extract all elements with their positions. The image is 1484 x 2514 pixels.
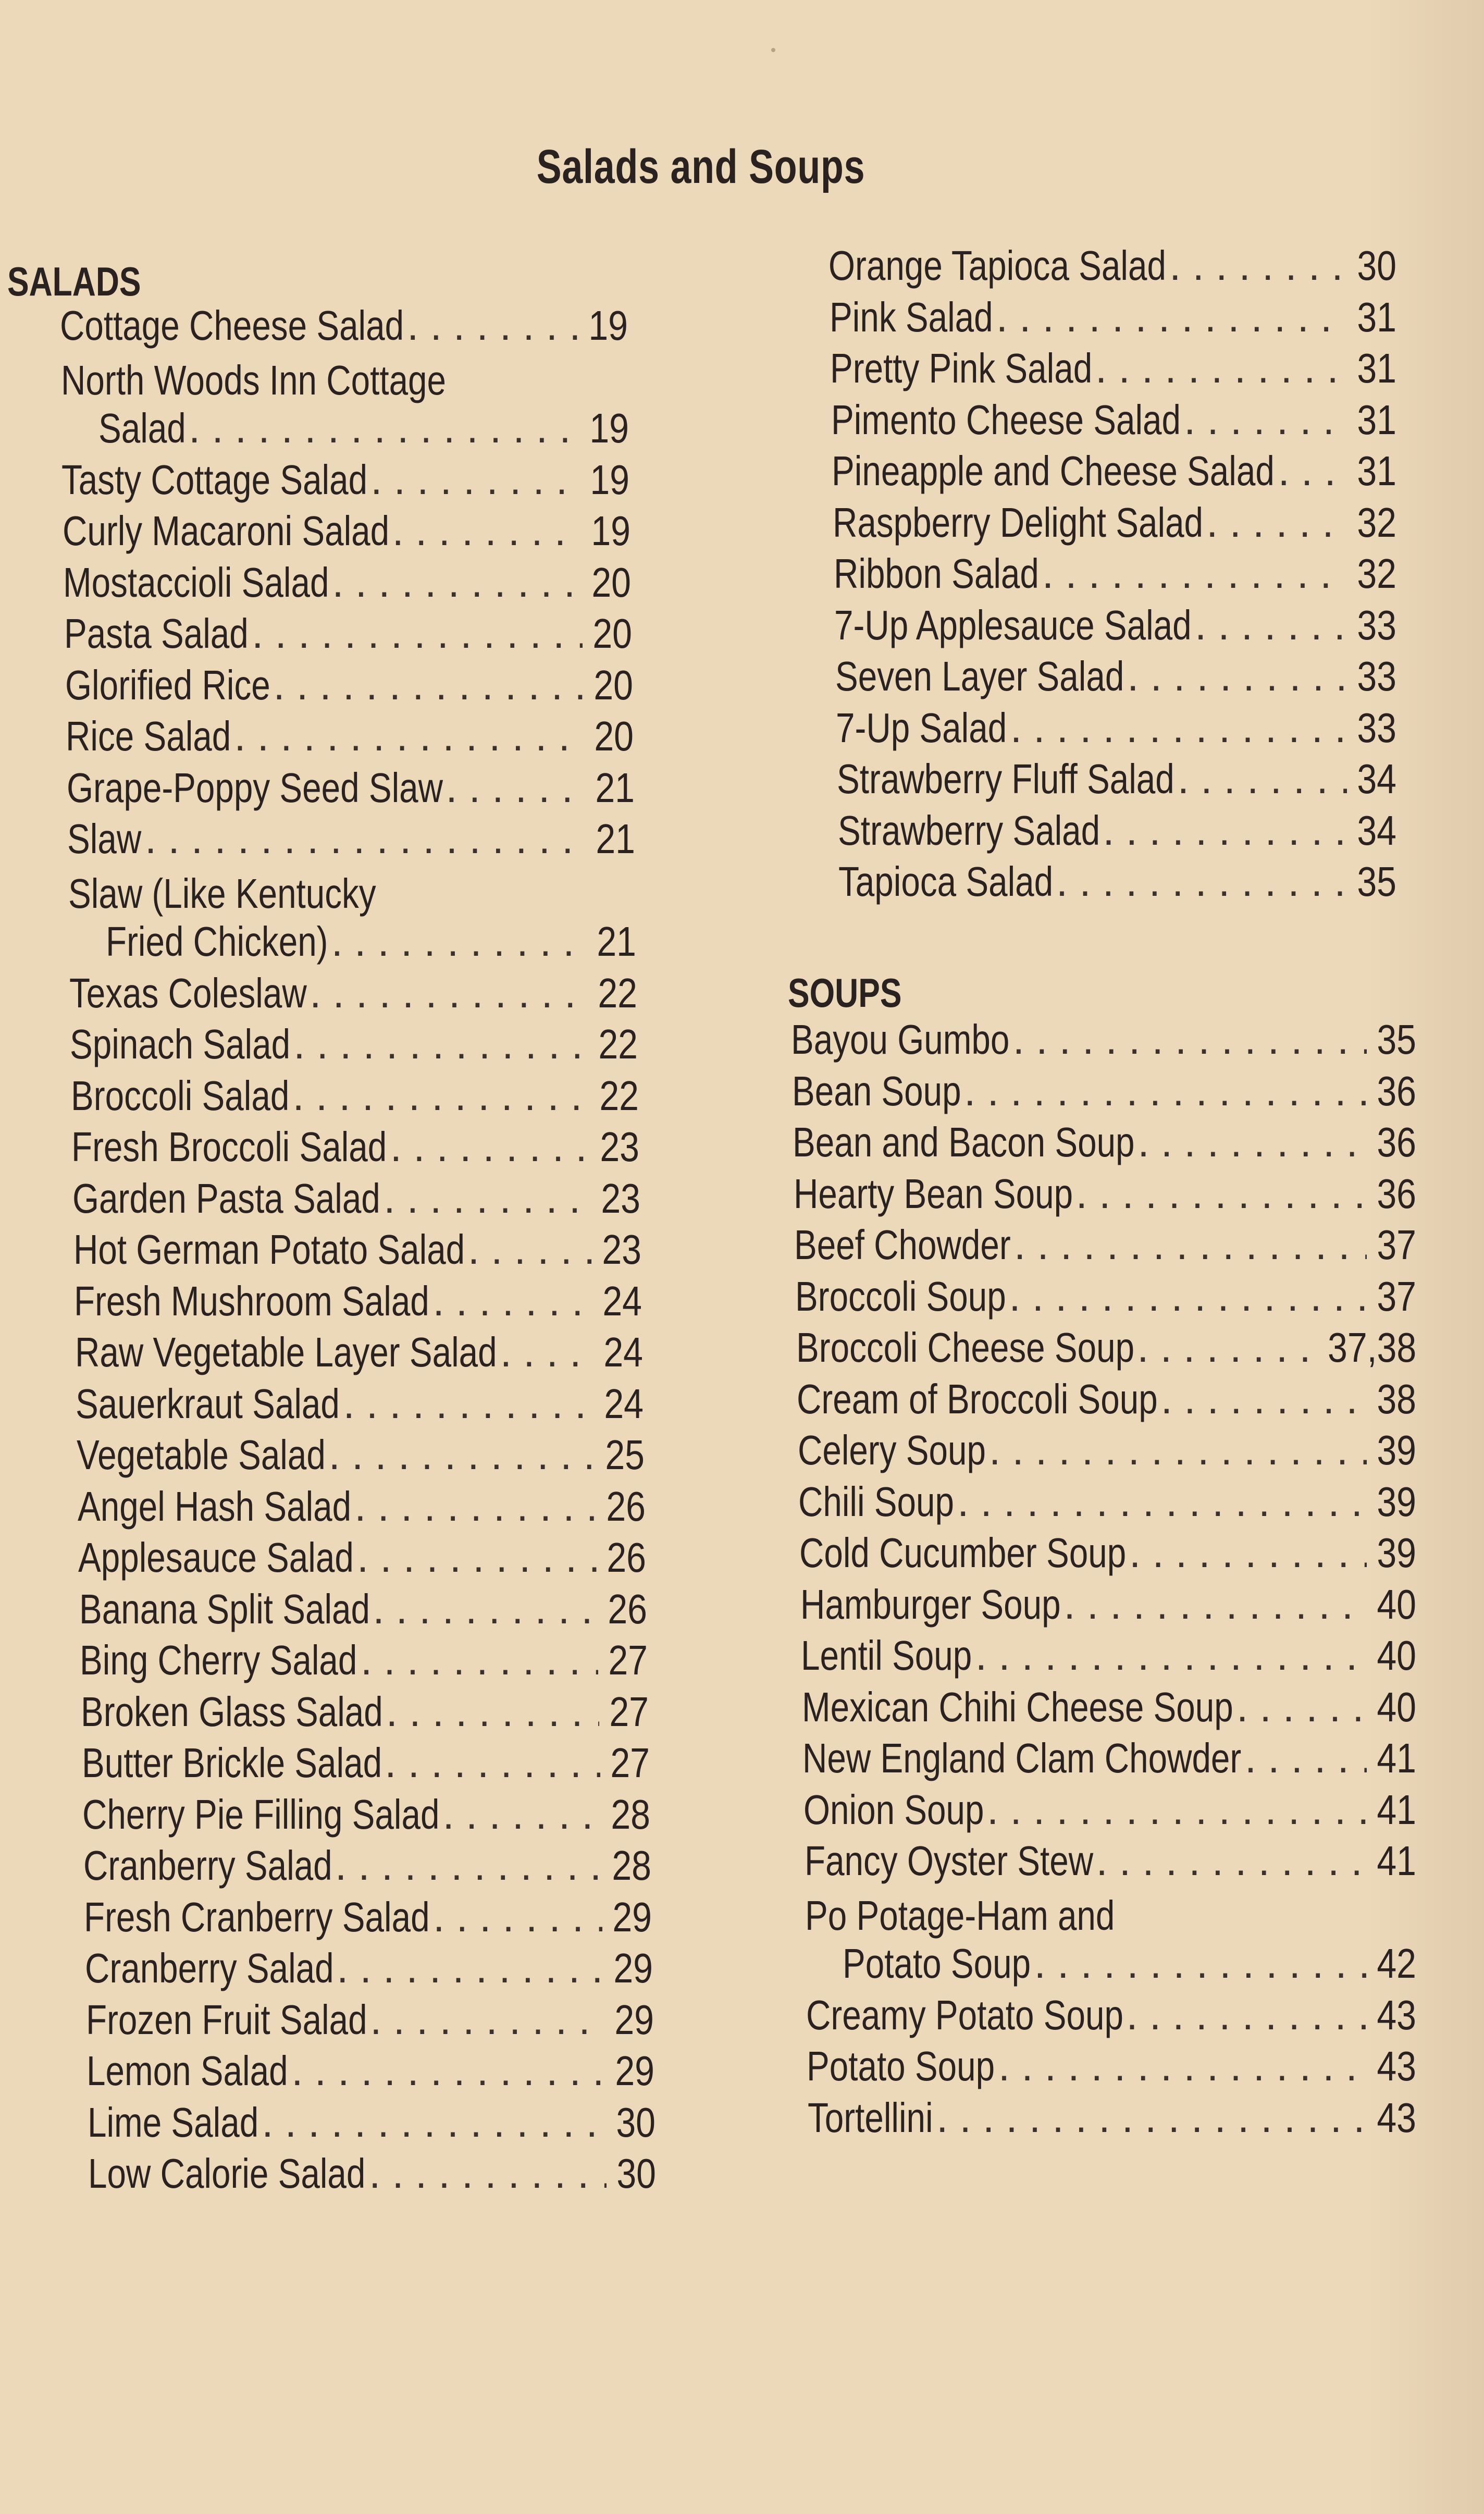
soup-entry <box>797 1375 1416 1422</box>
salad-entry <box>66 764 635 811</box>
salad-entry-leader-dots <box>1206 502 1347 544</box>
soup-entry <box>806 1991 1416 2038</box>
salad-entry-leader-dots <box>361 1640 598 1681</box>
soup-entry <box>792 1067 1416 1114</box>
salad-entry <box>75 1329 643 1375</box>
soup-entry-leader-dots <box>1096 1840 1367 1882</box>
salad-entry <box>71 1126 639 1168</box>
salad-entry <box>82 1742 650 1784</box>
salad-entry <box>61 456 630 503</box>
salad-entry-name: Garden Pasta Salad <box>72 1175 380 1222</box>
salad-entry-leader-dots <box>145 818 586 860</box>
salad-entry-page-number: 21 <box>596 816 636 862</box>
soup-entry-name: Bayou Gumbo <box>791 1016 1010 1063</box>
salad-entry-name: Broccoli Salad <box>70 1072 290 1119</box>
salad-entry-name: Raw Vegetable Layer Salad <box>75 1329 497 1375</box>
soup-entry-page-number: 41 <box>1377 1786 1416 1833</box>
soup-entry <box>799 1532 1416 1574</box>
soup-entry-leader-dots <box>936 2097 1367 2139</box>
salad-entry <box>84 1893 652 1940</box>
salad-entry-page-number: 27 <box>608 1637 648 1683</box>
soup-entry-leader-dots <box>987 1789 1367 1831</box>
salad-entry <box>77 1483 646 1530</box>
soup-entry-name: Celery Soup <box>797 1427 986 1473</box>
soup-entry-page-number: 42 <box>1377 1940 1416 1987</box>
soup-entry <box>803 1786 1416 1833</box>
soup-entry <box>791 1016 1416 1063</box>
salad-entry-page-number: 30 <box>616 2150 657 2197</box>
salads-heading: SALADS <box>7 258 141 304</box>
salad-entry-name: Fresh Cranberry Salad <box>84 1893 430 1940</box>
salad-entry-page-number: 19 <box>590 456 630 503</box>
salad-entry-name: Texas Coleslaw <box>69 969 307 1016</box>
salad-entry-name: Applesauce Salad <box>78 1534 354 1581</box>
soup-entry-page-number: 36 <box>1377 1170 1416 1217</box>
salad-entry-leader-dots <box>446 767 585 809</box>
salad-entry-page-number: 29 <box>614 1996 654 2043</box>
soup-entry-page-number: 39 <box>1377 1478 1416 1525</box>
soup-entry-name: Fancy Oyster Stew <box>804 1838 1093 1884</box>
soup-entry-name: Onion Soup <box>803 1786 984 1833</box>
soup-entry <box>801 1632 1416 1679</box>
salad-entry-page-number: 19 <box>589 405 629 451</box>
salad-entry-name: Cranberry Salad <box>83 1842 332 1889</box>
salad-entry <box>835 653 1396 699</box>
salad-entry-page-number: 20 <box>593 661 633 708</box>
salad-entry-name: Low Calorie Salad <box>88 2150 366 2197</box>
paper-speck <box>771 48 775 52</box>
salad-entry <box>63 510 630 552</box>
salad-entry-page-number: 31 <box>1357 396 1396 443</box>
soup-entry-page-number: 35 <box>1377 1016 1416 1063</box>
soup-entry-name: Hearty Bean Soup <box>793 1170 1073 1217</box>
salad-entry-page-number: 26 <box>608 1585 647 1632</box>
salad-entry-leader-dots <box>1178 758 1347 800</box>
soup-entry-leader-dots <box>964 1070 1367 1112</box>
salad-entry-page-number: 20 <box>591 559 632 606</box>
salad-entry-leader-dots <box>468 1229 592 1271</box>
salad-entry <box>65 661 633 708</box>
salad-entry <box>88 2150 657 2197</box>
soup-entry-page-number: 39 <box>1377 1530 1416 1576</box>
salad-entry-name: Pasta Salad <box>64 610 249 657</box>
salad-entry-page-number: 20 <box>594 713 634 759</box>
salad-entry-leader-dots <box>1010 707 1347 749</box>
salad-entry-page-number: 24 <box>603 1329 643 1375</box>
soup-entry <box>802 1737 1416 1779</box>
salad-entry-name: Salad <box>98 405 186 451</box>
soup-entry-page-number: 40 <box>1377 1581 1416 1628</box>
salad-entry-page-number: 28 <box>611 1791 651 1838</box>
salad-entry-page-number: 32 <box>1357 499 1396 546</box>
salad-entry <box>74 1277 642 1324</box>
soup-entry-leader-dots <box>989 1429 1367 1471</box>
salad-entry <box>834 601 1396 648</box>
soup-entry-name: Potato Soup <box>807 2043 995 2089</box>
salad-entry <box>67 818 635 860</box>
salad-entry-name: Grape-Poppy Seed Slaw <box>66 764 443 811</box>
salad-entry-leader-dots <box>443 1794 601 1835</box>
salad-entry <box>78 1534 647 1581</box>
soup-entry-name: Beef Chowder <box>794 1222 1011 1268</box>
soup-entry <box>793 1119 1416 1165</box>
soup-entry-name: Bean and Bacon Soup <box>793 1119 1135 1165</box>
page-title: Salads and Soups <box>536 140 865 193</box>
salad-entry-leader-dots <box>329 1434 595 1476</box>
soup-entry <box>798 1478 1416 1525</box>
soup-entry-leader-dots <box>1137 1327 1309 1369</box>
soup-entry-name-line1: Po Potage-Ham and <box>805 1892 1115 1939</box>
soup-entry-leader-dots <box>1013 1019 1367 1061</box>
salad-entry <box>70 1021 638 1067</box>
soup-entry-name: Mexican Chihi Cheese Soup <box>801 1683 1233 1730</box>
soup-entry-page-number: 39 <box>1377 1427 1416 1473</box>
salad-entry-leader-dots <box>1103 810 1347 852</box>
salad-entry-leader-dots <box>1278 450 1347 492</box>
salad-entry-page-number: 23 <box>601 1175 640 1222</box>
soups-heading: SOUPS <box>788 970 902 1016</box>
soup-entry-name: Bean Soup <box>792 1067 961 1114</box>
salad-entry <box>106 918 636 965</box>
salad-entry-leader-dots <box>331 921 587 963</box>
salad-entry-page-number: 22 <box>597 969 637 1016</box>
salad-entry-name: Strawberry Salad <box>837 807 1100 854</box>
salad-entry-name: Lemon Salad <box>86 2048 288 2094</box>
soup-entry-page-number: 37 <box>1377 1222 1416 1268</box>
salad-entry-leader-dots <box>357 1537 597 1579</box>
soup-entry-leader-dots <box>1137 1122 1367 1163</box>
salad-entry-page-number: 26 <box>605 1483 646 1530</box>
soup-entry <box>795 1273 1416 1320</box>
salad-entry-leader-dots <box>234 716 584 757</box>
salad-entry-page-number: 34 <box>1357 756 1396 802</box>
salad-entry-name: Sauerkraut Salad <box>76 1380 340 1427</box>
salad-entry-name: Angel Hash Salad <box>77 1483 351 1530</box>
soup-entry-leader-dots <box>1126 1994 1367 2036</box>
salad-entry-leader-dots <box>390 1126 590 1168</box>
salad-entry-name: Pineapple and Cheese Salad <box>832 448 1275 494</box>
soup-entry-leader-dots <box>957 1481 1367 1523</box>
soup-entry-leader-dots <box>1245 1737 1367 1779</box>
salad-entry-page-number: 29 <box>613 1945 653 1991</box>
salad-entry-name: Cottage Cheese Salad <box>60 302 404 349</box>
salad-entry-name: Frozen Fruit Salad <box>85 1996 367 2043</box>
salad-entry <box>72 1175 640 1222</box>
soup-entry-page-number: 40 <box>1377 1632 1416 1679</box>
salad-entry-name: Rice Salad <box>66 713 231 759</box>
salad-entry-name: Ribbon Salad <box>833 550 1039 597</box>
salad-entry-leader-dots <box>373 1588 597 1630</box>
salad-entry-page-number: 19 <box>588 302 628 349</box>
salad-entry-leader-dots <box>500 1332 593 1373</box>
salad-entry-leader-dots <box>1042 553 1347 595</box>
salad-entry-leader-dots <box>354 1486 596 1527</box>
salad-entry-page-number: 29 <box>615 2048 655 2094</box>
salad-entry-name: Pimento Cheese Salad <box>831 396 1181 443</box>
salad-entry <box>85 1996 654 2043</box>
soup-entry-name: Chili Soup <box>798 1478 955 1525</box>
salad-entry-page-number: 34 <box>1357 807 1396 854</box>
salad-entry <box>82 1791 651 1838</box>
soup-entry-leader-dots <box>975 1635 1367 1677</box>
salad-entry-page-number: 27 <box>609 1688 649 1735</box>
soup-entry-page-number: 36 <box>1377 1067 1416 1114</box>
salad-entry-page-number: 29 <box>612 1893 652 1940</box>
salad-entry-leader-dots <box>1184 399 1347 441</box>
salad-entry-name: Tapioca Salad <box>838 858 1054 905</box>
salad-entry-name: Broken Glass Salad <box>81 1688 383 1735</box>
salad-entry <box>73 1226 641 1273</box>
soup-entry-page-number: 43 <box>1377 2043 1416 2089</box>
salad-entry <box>86 2050 654 2092</box>
salad-entry <box>832 450 1396 492</box>
salad-entry <box>837 758 1396 800</box>
salad-entry-leader-dots <box>386 1691 599 1733</box>
soup-entry-name: Broccoli Soup <box>795 1273 1006 1320</box>
salad-entry-page-number: 33 <box>1357 601 1396 648</box>
salad-entry-page-number: 25 <box>605 1432 645 1478</box>
salad-entry <box>70 1072 639 1119</box>
salad-entry-leader-dots <box>392 510 581 552</box>
salad-entry-name: Curly Macaroni Salad <box>62 508 389 554</box>
soup-entry <box>798 1429 1416 1471</box>
salad-entry-name: Raspberry Delight Salad <box>833 499 1204 546</box>
soup-entry-name: Tortellini <box>808 2094 933 2141</box>
soup-entry <box>800 1581 1416 1628</box>
salad-entry-page-number: 23 <box>601 1226 641 1273</box>
salad-entry-name: Butter Brickle Salad <box>81 1740 382 1786</box>
salad-entry <box>81 1688 649 1735</box>
salad-entry-leader-dots <box>273 664 583 706</box>
soup-entry-page-number: 36 <box>1377 1119 1416 1165</box>
soup-entry-leader-dots <box>1009 1276 1367 1317</box>
salad-entry-leader-dots <box>370 459 580 501</box>
salad-entry-leader-dots <box>252 613 583 655</box>
salad-entry <box>836 704 1396 751</box>
soup-entry-page-number: 37 <box>1377 1273 1416 1320</box>
soup-entry-page-number: 37,38 <box>1327 1324 1416 1371</box>
salad-entry-name: Glorified Rice <box>65 661 270 708</box>
salad-entry-leader-dots <box>343 1383 594 1425</box>
salad-entry <box>83 1842 651 1889</box>
soup-entry-name: Potato Soup <box>843 1940 1031 1987</box>
salad-entry-page-number: 21 <box>595 764 635 811</box>
salad-entry-leader-dots <box>293 1024 588 1065</box>
salad-entry-leader-dots <box>1195 605 1347 646</box>
salad-entry-page-number: 30 <box>616 2099 656 2146</box>
soup-entry <box>796 1324 1416 1371</box>
salad-entry-leader-dots <box>335 1845 602 1887</box>
salad-entry-page-number: 21 <box>597 918 636 965</box>
salad-entry-name: Slaw <box>67 816 142 862</box>
soup-entry-name: Lentil Soup <box>801 1632 972 1679</box>
salad-entry <box>80 1637 648 1683</box>
soup-entry <box>794 1224 1416 1266</box>
salad-entry-name: Strawberry Fluff Salad <box>837 756 1174 802</box>
salad-entry <box>60 302 628 349</box>
salad-entry-page-number: 28 <box>612 1842 651 1889</box>
salad-entry-leader-dots <box>1127 656 1347 697</box>
soup-entry <box>793 1170 1416 1217</box>
salad-entry-page-number: 30 <box>1357 242 1396 289</box>
salad-entry-page-number: 31 <box>1357 448 1396 494</box>
salad-entry <box>85 1945 653 1991</box>
soup-entry-leader-dots <box>1063 1584 1367 1625</box>
soup-entry-name: Cold Cucumber Soup <box>799 1530 1127 1576</box>
salad-entry-leader-dots <box>291 2050 605 2092</box>
salad-entry-name: Vegetable Salad <box>77 1432 326 1478</box>
salad-entry <box>77 1434 645 1476</box>
salad-entry-leader-dots <box>996 297 1347 338</box>
salad-entry-page-number: 35 <box>1357 858 1396 905</box>
salad-entry-leader-dots <box>189 408 579 449</box>
salad-entry-page-number: 22 <box>599 1072 639 1119</box>
salad-entry <box>837 807 1396 854</box>
salad-entry-name: Cherry Pie Filling Salad <box>82 1791 440 1838</box>
salad-entry-name: Pink Salad <box>829 293 993 340</box>
salad-entry-leader-dots <box>332 562 582 603</box>
soup-entry-leader-dots <box>1129 1532 1367 1574</box>
salad-entry-name: Hot German Potato Salad <box>73 1226 465 1273</box>
salad-entry-page-number: 24 <box>602 1277 642 1324</box>
salad-entry-page-number: 33 <box>1357 704 1396 751</box>
salad-entry-leader-dots <box>1169 245 1347 287</box>
salad-entry-name-line1: Slaw (Like Kentucky <box>68 870 376 917</box>
salad-entry <box>79 1585 647 1632</box>
salad-entry <box>76 1380 644 1427</box>
salad-entry <box>63 559 632 606</box>
soup-entry-leader-dots <box>1014 1224 1367 1266</box>
soup-entry-name: Cream of Broccoli Soup <box>797 1375 1158 1422</box>
salad-entry-leader-dots <box>385 1742 600 1784</box>
salad-entry-page-number: 24 <box>604 1380 644 1427</box>
soup-entry-page-number: 41 <box>1377 1735 1416 1781</box>
salad-entry <box>69 969 637 1016</box>
salad-entry-leader-dots <box>407 305 578 347</box>
salad-entry-name: Mostaccioli Salad <box>63 559 329 606</box>
salad-entry <box>829 293 1396 340</box>
salad-entry-page-number: 20 <box>592 610 632 657</box>
soup-entry-page-number: 40 <box>1377 1683 1416 1730</box>
salad-entry-leader-dots <box>1095 348 1347 389</box>
salad-entry <box>828 242 1396 289</box>
salad-entry-leader-dots <box>433 1896 602 1938</box>
salad-entry-page-number: 26 <box>607 1534 647 1581</box>
soup-entry-page-number: 43 <box>1377 2094 1416 2141</box>
salad-entry-page-number: 31 <box>1357 345 1396 391</box>
salad-entry-page-number: 19 <box>591 508 630 554</box>
salad-entry-name: Seven Layer Salad <box>835 653 1124 699</box>
salad-entry-name: Spinach Salad <box>70 1021 291 1067</box>
salad-entry-name: 7-Up Salad <box>836 704 1007 751</box>
salad-entry-leader-dots <box>384 1178 591 1219</box>
soup-entry <box>843 1940 1416 1987</box>
salad-entry-page-number: 33 <box>1357 653 1396 699</box>
soup-entry <box>805 1840 1416 1882</box>
salad-entry-leader-dots <box>310 972 587 1014</box>
salad-entry <box>833 550 1396 597</box>
salad-entry-name: 7-Up Applesauce Salad <box>834 601 1192 648</box>
salad-entry-name: Tasty Cottage Salad <box>61 456 368 503</box>
soup-entry <box>808 2094 1416 2141</box>
salad-entry-page-number: 32 <box>1357 550 1396 597</box>
salad-entry <box>830 345 1396 391</box>
soup-entry-leader-dots <box>1161 1378 1367 1420</box>
salad-entry-page-number: 23 <box>600 1124 640 1170</box>
soup-entry-page-number: 41 <box>1377 1838 1416 1884</box>
soup-entry-leader-dots <box>1236 1686 1367 1728</box>
soup-entry-name: Creamy Potato Soup <box>806 1991 1123 2038</box>
salad-entry <box>64 610 632 657</box>
salad-entry-name: Banana Split Salad <box>79 1585 370 1632</box>
salad-entry-leader-dots <box>1056 861 1347 903</box>
soup-entry-name: New England Clam Chowder <box>802 1735 1242 1781</box>
soup-entry <box>807 2045 1416 2087</box>
salad-entry-leader-dots <box>369 2153 607 2195</box>
salad-entry-leader-dots <box>370 1999 604 2041</box>
salad-entry-name: Pretty Pink Salad <box>830 345 1093 391</box>
salad-entry-name: Fried Chicken) <box>106 918 328 965</box>
salad-entry <box>66 713 634 759</box>
soup-entry-leader-dots <box>998 2045 1367 2087</box>
salad-entry-name: Fresh Broccoli Salad <box>71 1124 387 1170</box>
salad-entry-name: Orange Tapioca Salad <box>828 242 1166 289</box>
soup-entry-leader-dots <box>1034 1943 1367 1985</box>
salad-entry-name: Cranberry Salad <box>85 1945 334 1991</box>
salad-entry-name: Fresh Mushroom Salad <box>74 1277 429 1324</box>
salad-entry <box>838 858 1396 905</box>
salad-entry-leader-dots <box>262 2102 606 2143</box>
soup-entry-page-number: 38 <box>1377 1375 1416 1422</box>
salad-entry-page-number: 22 <box>598 1021 638 1067</box>
soup-entry-page-number: 43 <box>1377 1991 1416 2038</box>
salad-entry-leader-dots <box>293 1075 589 1117</box>
salad-entry <box>87 2099 656 2146</box>
salad-entry <box>98 405 629 451</box>
soup-entry <box>801 1683 1416 1730</box>
salad-entry-name: Lime Salad <box>87 2099 258 2146</box>
salad-entry-name-line1: North Woods Inn Cottage <box>60 356 446 403</box>
soup-entry-name: Broccoli Cheese Soup <box>796 1324 1134 1371</box>
salad-entry-page-number: 27 <box>610 1740 650 1786</box>
salad-entry <box>831 396 1396 443</box>
soup-entry-name: Hamburger Soup <box>800 1581 1061 1628</box>
salad-entry <box>833 499 1396 546</box>
salad-entry-page-number: 31 <box>1357 293 1396 340</box>
salad-entry-name: Bing Cherry Salad <box>80 1637 357 1683</box>
soup-entry-leader-dots <box>1076 1173 1367 1215</box>
salad-entry-leader-dots <box>337 1948 603 1989</box>
salad-entry-leader-dots <box>432 1280 592 1322</box>
